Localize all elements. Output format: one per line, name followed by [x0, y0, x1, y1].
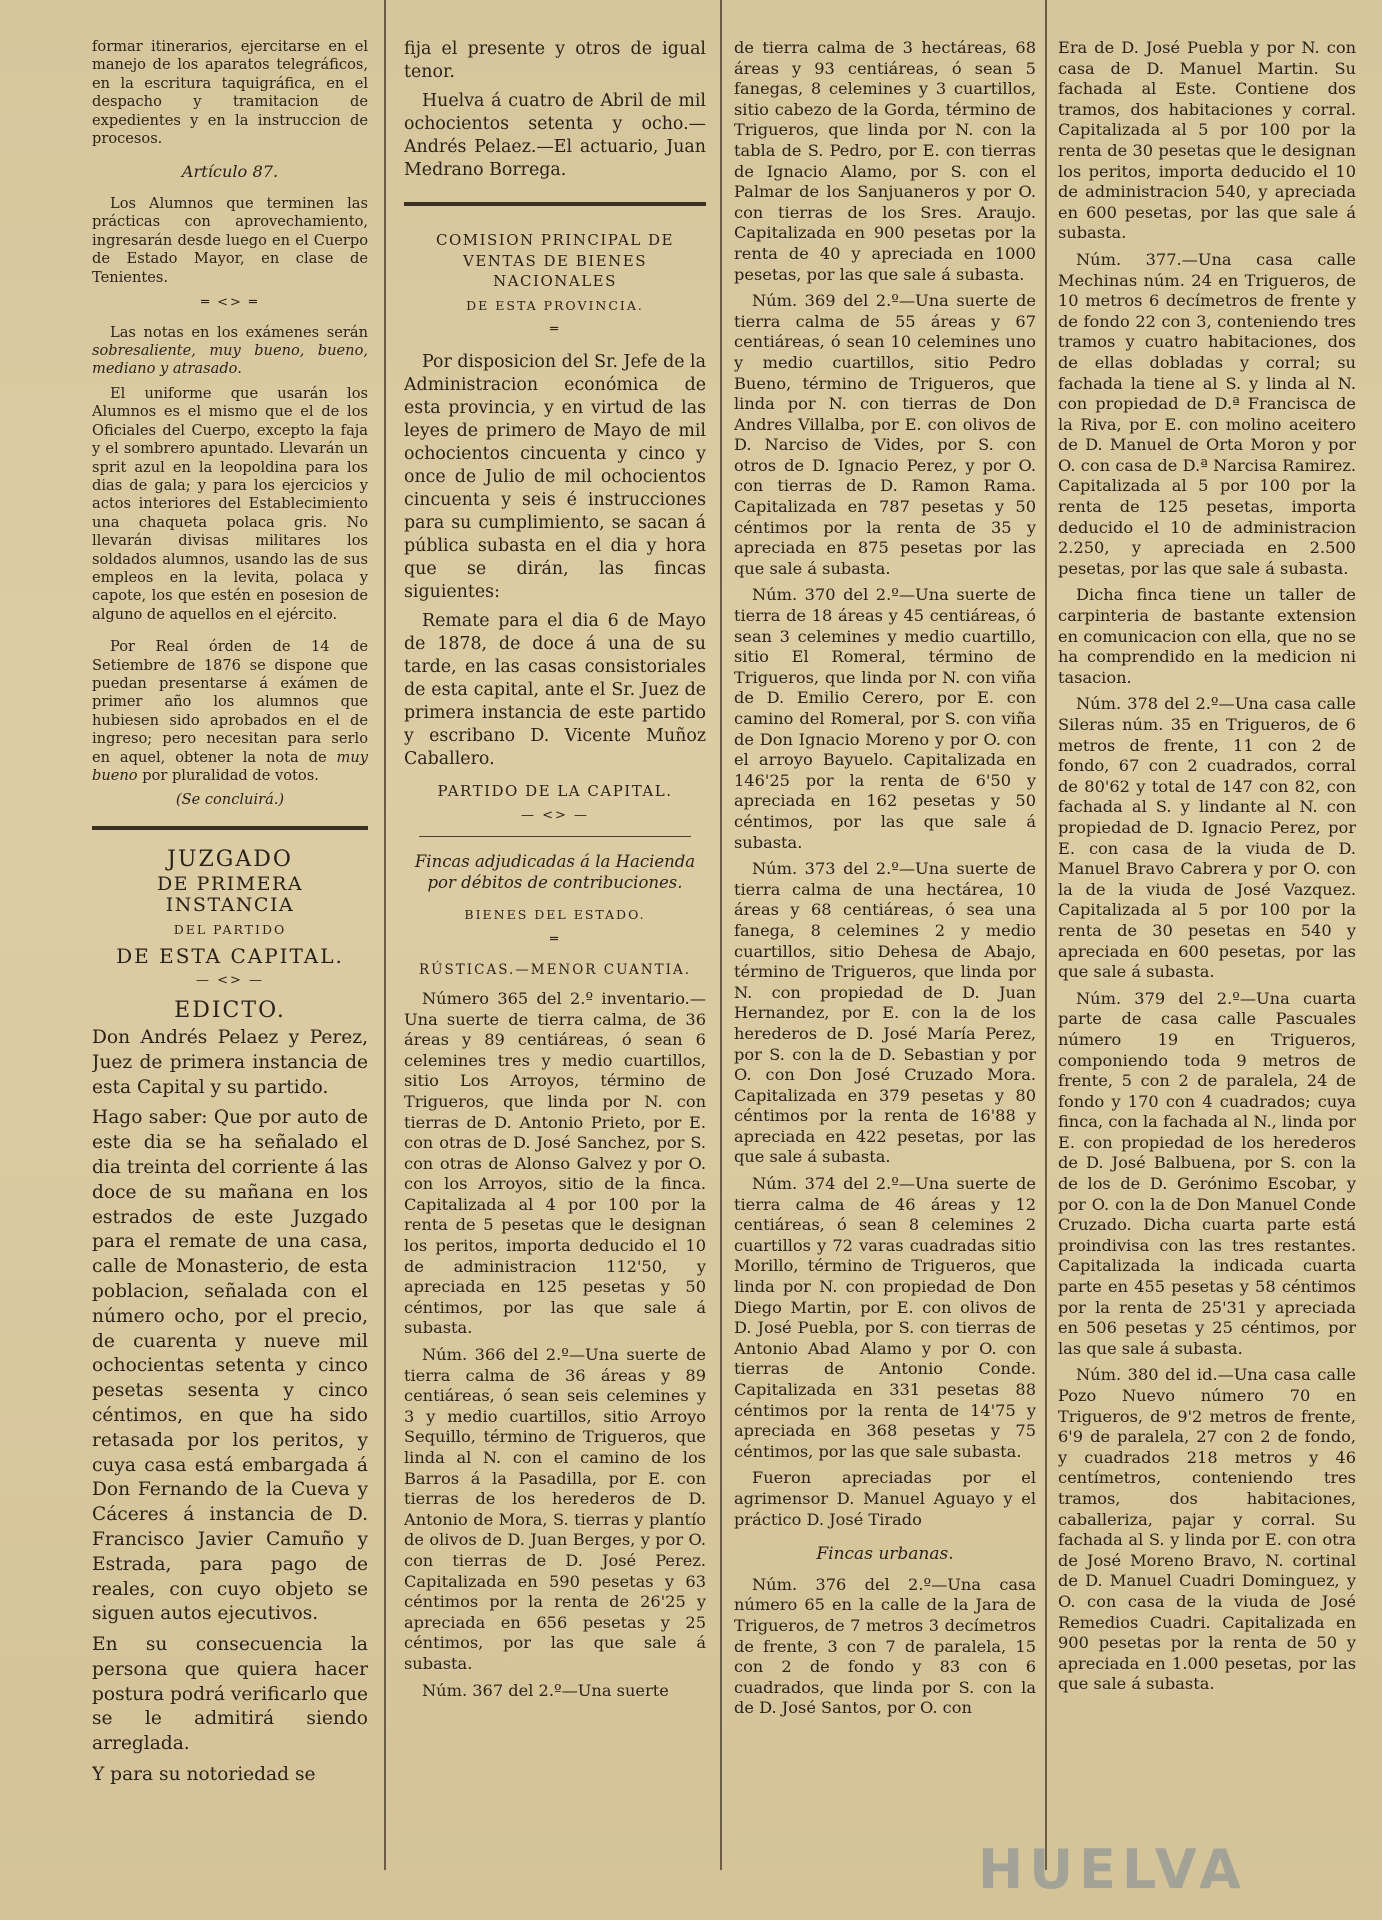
property-listing: Núm. 379 del 2.º—Una cuarta parte de casa calle Pascuales número 19 en Trigueros, componiendo toda 9 metros de frente, 5 con 2 de paralela, 24 de fondo y 170 con 4 cuadrados; cuya finca, con la fachada al N., linda por E. con propiedad de los herederos de D. José Balbuena, por S. con la de los de D. Gerónimo Escobar, y por O. con la de Don Manuel Conde Cruzado. Dicha cuarta parte está proindivisa con las tres restantes. Capitalizada la indicada cuarta parte en 455 pesetas y 58 céntimos por la renta de 25'31 y apreciada en 506 pesetas y 25 céntimos, por las que sale á subasta. — [1058, 988, 1356, 1358]
paragraph: Y para su notoriedad se — [92, 1764, 316, 1786]
property-listing: Núm. 369 del 2.º—Una suerte de tierra calma de 55 áreas y 67 centiáreas, ó sean 10 celemines uno y medio cuartillos, sitio Pedro Bueno, término de Trigueros, que linda por N. con tierras de Don Andres Villalba, por E. con olivos de D. Narciso de Vides, por S. con otros de D. Ignacio Perez, y por O. con tierras de D. Ramon Rama. Capitalizada en 787 pesetas y 50 céntimos por la renta de 35 y apreciada en 875 pesetas por las que sale á subasta. — [734, 291, 1036, 578]
property-listing: Núm. 377.—Una casa calle Mechinas núm. 24 en Trigueros, de 10 metros 6 decímetros de frente y de fondo 22 con 3, conteniendo tres tramos y cuatro habitaciones, dos de ellas dobladas y corral; su fachada la tiene al S. y linda al N. con propiedad de D.ª Francisca de la Riva, por E. con molino aceitero de D. Manuel de Orta Moron y por O. con casa de D.ª Narcisa Ramirez. Capitalizada al 5 por 100 por la renta de 125 pesetas, importa deducido el 10 de administracion 2.250, y apreciada en 2.500 pesetas, por las que sale á subasta. — [1058, 249, 1356, 578]
column-3 — [734, 38, 1036, 1898]
section-heading: DE ESTA CAPITAL. — [116, 944, 344, 969]
property-listing: Núm. 366 del 2.º—Una suerte de tierra calma de 36 áreas y 89 centiáreas, ó sean seis celemines y 3 y medio cuartillos, sitio Arroyo Sequillo, término de Trigueros, que linda al N. con el camino de los Barros á la Pasadilla, por E. con tierras de los herederos de D. Antonio de Mora, S. tierras y plantío de olivos de D. Juan Berges, y por O. con tierras de D. José Perez. Capitalizada en 590 pesetas y 63 céntimos por la renta de 26'25 y apreciada en 656 pesetas y 25 céntimos, por las que sale á subasta. — [404, 1345, 706, 1673]
ornament: ═ — [550, 322, 560, 338]
ornament: ═ <> ═ — [201, 295, 259, 311]
library-watermark: HUELVA — [978, 1838, 1247, 1901]
section-heading: DEL PARTIDO — [173, 921, 287, 937]
article-title: Artículo 87. — [181, 162, 279, 182]
paragraph: Dicha finca tiene un taller de carpinteria de bastante extension en comunicacion con ella, que no se ha comprendido en la medicion ni tasacion. — [1058, 585, 1356, 687]
subheading: Fincas adjudicadas á la Hacienda por débitos de contribuciones. — [414, 852, 696, 893]
paragraph: Don Andrés Pelaez y Perez, Juez de primera instancia de esta Capital y su partido. — [92, 1026, 368, 1098]
section-heading: COMISION PRINCIPAL DE VENTAS DE BIENES NACIONALES — [435, 231, 675, 291]
subheading: Fincas urbanas. — [816, 1544, 954, 1565]
property-listing: de tierra calma de 3 hectáreas, 68 áreas y 93 centiáreas, ó sean 5 fanegas, 8 celemines y 3 cuartillos, sitio cabezo de la Gorda, término de Trigueros, que linda por N. con la tabla de S. Pedro, por E. con tierras de Ignacio Alamo, por S. con el Palmar de los Sanjuaneros y por O. con tierras de los Sres. Araujo. Capitalizada en 900 pesetas por la renta de 40 y apreciada en 1000 pesetas, por las que sale á subasta. — [734, 38, 1036, 284]
property-listing: Núm. 376 del 2.º—Una casa número 65 en la calle de la Jara de Trigueros, de 7 metros 3 decímetros de frente, 3 con 7 de paralela, 15 con 2 de fondo y 83 con 6 cuadrados, que linda por S. con la de D. José Santos, por O. con — [734, 1574, 1036, 1718]
property-listing: Núm. 373 del 2.º—Una suerte de tierra calma de una hectárea, 10 áreas y 68 centiáreas, ó sea una fanega, 8 celemines 2 y medio cuartillos, sitio Dehesa de Abajo, término de Trigueros, que linda por N. con propiedad de D. Juan Hernandez, por E. con la de los herederos de D. José María Perez, por S. con la de D. Sebastian y por O. con Don José Cruzado Mora. Capitalizada en 379 pesetas y 80 céntimos por la renta de 16'88 y apreciada en 422 pesetas, por las que sale á subasta. — [734, 859, 1036, 1167]
property-listing: Núm. 367 del 2.º—Una suerte — [422, 1680, 669, 1700]
paragraph: Los Alumnos que terminen las prácticas con aprovechamiento, ingresarán desde luego en el Cuerpo de Estado Mayor, en clase de Tenientes. — [92, 195, 368, 286]
edict-continuation — [404, 38, 706, 182]
paragraph: Por disposicion del Sr. Jefe de la Administracion económica de esta provincia, y en virtud de las leyes de primero de Mayo de mil ochocientos cincuenta y cinco y once de Julio de mil ochocientos cincuenta y seis é instrucciones para su cumplimiento, se sacan á pública subasta en el dia y hora que se dirán, las fincas siguientes: — [404, 351, 706, 602]
divider — [419, 836, 691, 837]
paragraph: El uniforme que usarán los Alumnos es el mismo que el de los Oficiales del Cuerpo, excepto la faja y el sombrero apuntado. Llevarán un sprit azul en la leopoldina para los dias de gala; y para los ejercicios y actos interiores del Establecimiento una chaqueta polaca gris. No llevarán divisas militares los soldados alumnos, usando las de sus empleos en la levita, polaca y capote, los que estén en posesion de alguno de aquellos en el ejército. — [92, 384, 368, 623]
column-rule — [384, 0, 386, 1870]
edict-body — [92, 1026, 368, 1788]
subheading: BIENES DEL ESTADO. — [464, 907, 646, 923]
column-2 — [404, 38, 706, 1898]
paragraph: Huelva á cuatro de Abril de mil ochocientos setenta y ocho.—Andrés Pelaez.—El actuario, Juan Medrano Borrega. — [404, 91, 706, 180]
property-listing: Era de D. José Puebla y por N. con casa de D. Manuel Martin. Su fachada al Este. Contiene dos tramos, dos habitaciones y corral. Capitalizada al 5 por 100 por la renta de 30 pesetas que le designan los peritos, importa deducido el 10 de administracion 540, y apreciada en 600 pesetas, por las que sale á subasta. — [1058, 38, 1356, 243]
section-heading: DE PRIMERA INSTANCIA — [156, 873, 304, 916]
paragraph: Remate para el dia 6 de Mayo de 1878, de doce á una de su tarde, en las casas consistoriales de esta capital, ante el Sr. Juez de primera instancia de este partido y escribano D. Vicente Muñoz Caballero. — [404, 610, 706, 769]
section-divider — [404, 202, 706, 206]
subheading: RÚSTICAS.—MENOR CUANTIA. — [418, 962, 691, 979]
paragraph: Fueron apreciadas por el agrimensor D. Manuel Aguayo y el práctico D. José Tirado — [734, 1468, 1036, 1529]
column-rule — [720, 0, 722, 1870]
paragraph: Por Real órden de 14 de Setiembre de 1876 se dispone que puedan presentarse á exámen de primer año los alumnos que hubiesen sido aprobados en el de ingreso; pero necesitan para serlo en aquel, obtener la nota de muy bueno por pluralidad de votos. — [92, 638, 368, 784]
section-heading: PARTIDO DE LA CAPITAL. — [437, 781, 673, 800]
property-listing: Número 365 del 2.º inventario.—Una suerte de tierra calma, de 36 áreas y 89 centiáreas, ó sean 6 celemines tres y medio cuartillos, sitio Los Arroyos, término de Trigueros, que linda por N. con tierras de D. Antonio Prieto, por E. con otras de D. José Sanchez, por S. con otras de Alonso Galvez y por O. con los Arroyos, sitio de la finca. Capitalizada al 4 por 100 por la renta de 5 pesetas que le designan los peritos, importa deducido el 10 de administracion 112'50, y apreciada en 125 pesetas y 50 céntimos, por las que sale á subasta. — [404, 988, 706, 1338]
paragraph: Hago saber: Que por auto de este dia se ha señalado el dia treinta del corriente á las doce de su mañana en los estrados de este Juzgado para el remate de una casa, calle de Monasterio, de esta poblacion, señalada con el número ocho, por el precio, de cuarenta y nueve mil ochocientas setenta y cinco pesetas sesenta y cinco céntimos, en que ha sido retasada por los peritos, y cuya casa está embargada á Don Fernando de la Cueva y Cáceres á instancia de D. Francisco Javier Camuño y Estrada, para pago de reales, con cuyo objeto se siguen autos ejecutivos. — [92, 1107, 368, 1625]
edict-title: EDICTO. — [174, 998, 286, 1024]
continued-note: (Se concluirá.) — [175, 791, 285, 809]
column-1 — [92, 38, 368, 1898]
property-listing: Núm. 378 del 2.º—Una casa calle Sileras núm. 35 en Trigueros, de 6 metros de frente, 11 con 2 de fondo, 67 con 2 cuadrados, corral de 80'62 y total de 147 con 82, con fachada al S. y lindante al N. con propiedad de D. Ignacio Perez, por E. con casa de la viuda de D. Manuel Bravo Cabrera y por O. con la de la viuda de José Vazquez. Capitalizada al 5 por 100 por la renta de 30 pesetas en 540 y apreciada en 600 pesetas, por las que sale á subasta. — [1058, 694, 1356, 982]
column-4 — [1058, 38, 1356, 1898]
paragraph: En su consecuencia la persona que quiera hacer postura podrá verificarlo que se le admitirá siendo arreglada. — [92, 1634, 368, 1755]
property-listing: Núm. 380 del id.—Una casa calle Pozo Nuevo número 70 en Trigueros, de 9'2 metros de frente, 6'9 de paralela, 27 con 2 de fondo, y cuadrados 218 metros y 46 centímetros, conteniendo tres tramos, dos habitaciones, caballeriza, pajar y corral. Su fachada al S. y linda por E. con otra de José Moreno Bravo, N. cortinal de D. Manuel Cuadri Dominguez, y O. con casa de la viuda de José Remedios Cuadri. Capitalizada en 900 pesetas por la renta de 50 y apreciada en 1.000 pesetas, por las que sale á subasta. — [1058, 1365, 1356, 1694]
paragraph: formar itinerarios, ejercitarse en el manejo de los aparatos telegráficos, en la escritura taquigráfica, en el despacho y tramitacion de expedientes y en la instruccion de procesos. — [92, 38, 368, 148]
paragraph: fija el presente y otros de igual tenor. — [404, 39, 706, 82]
notice-body — [404, 351, 706, 771]
section-heading: JUZGADO — [167, 846, 293, 872]
ornament: — <> — — [520, 807, 590, 823]
ornament: ═ — [550, 931, 560, 947]
property-listing: Núm. 370 del 2.º—Una suerte de tierra de 18 áreas y 45 centiáreas, ó sean 3 celemines y medio cuartillo, sitio El Romeral, término de Trigueros, que linda por N. con viña de D. Emilio Cerero, por E. con camino del Romeral, por S. con viña de Don Ignacio Moreno y por O. con el arroyo Bayuelo. Capitalizada en 146'25 por la renta de 6'50 y apreciada en 162 pesetas y 50 céntimos, por las que sale á subasta. — [734, 585, 1036, 852]
column-rule — [1045, 0, 1047, 1870]
section-divider — [92, 826, 368, 830]
section-heading: DE ESTA PROVINCIA. — [466, 297, 644, 313]
property-listing: Núm. 374 del 2.º—Una suerte de tierra calma de 46 áreas y 12 centiáreas, ó sean 8 celemines 2 cuartillos y 72 varas cuadradas sitio Morillo, término de Trigueros, que linda por N. con propiedad de Don Diego Martin, por E. con olivos de D. José Puebla, por S. con tierras de Antonio Abad Alamo y por O. con tierras de Antonio Conde. Capitalizada en 331 pesetas 88 céntimos por la renta de 14'75 y apreciada en 368 pesetas y 75 céntimos, por las que sale subasta. — [734, 1174, 1036, 1461]
paragraph: Las notas en los exámenes serán sobresaliente, muy bueno, bueno, mediano y atrasado. — [92, 323, 368, 378]
ornament: — <> — — [195, 972, 265, 988]
